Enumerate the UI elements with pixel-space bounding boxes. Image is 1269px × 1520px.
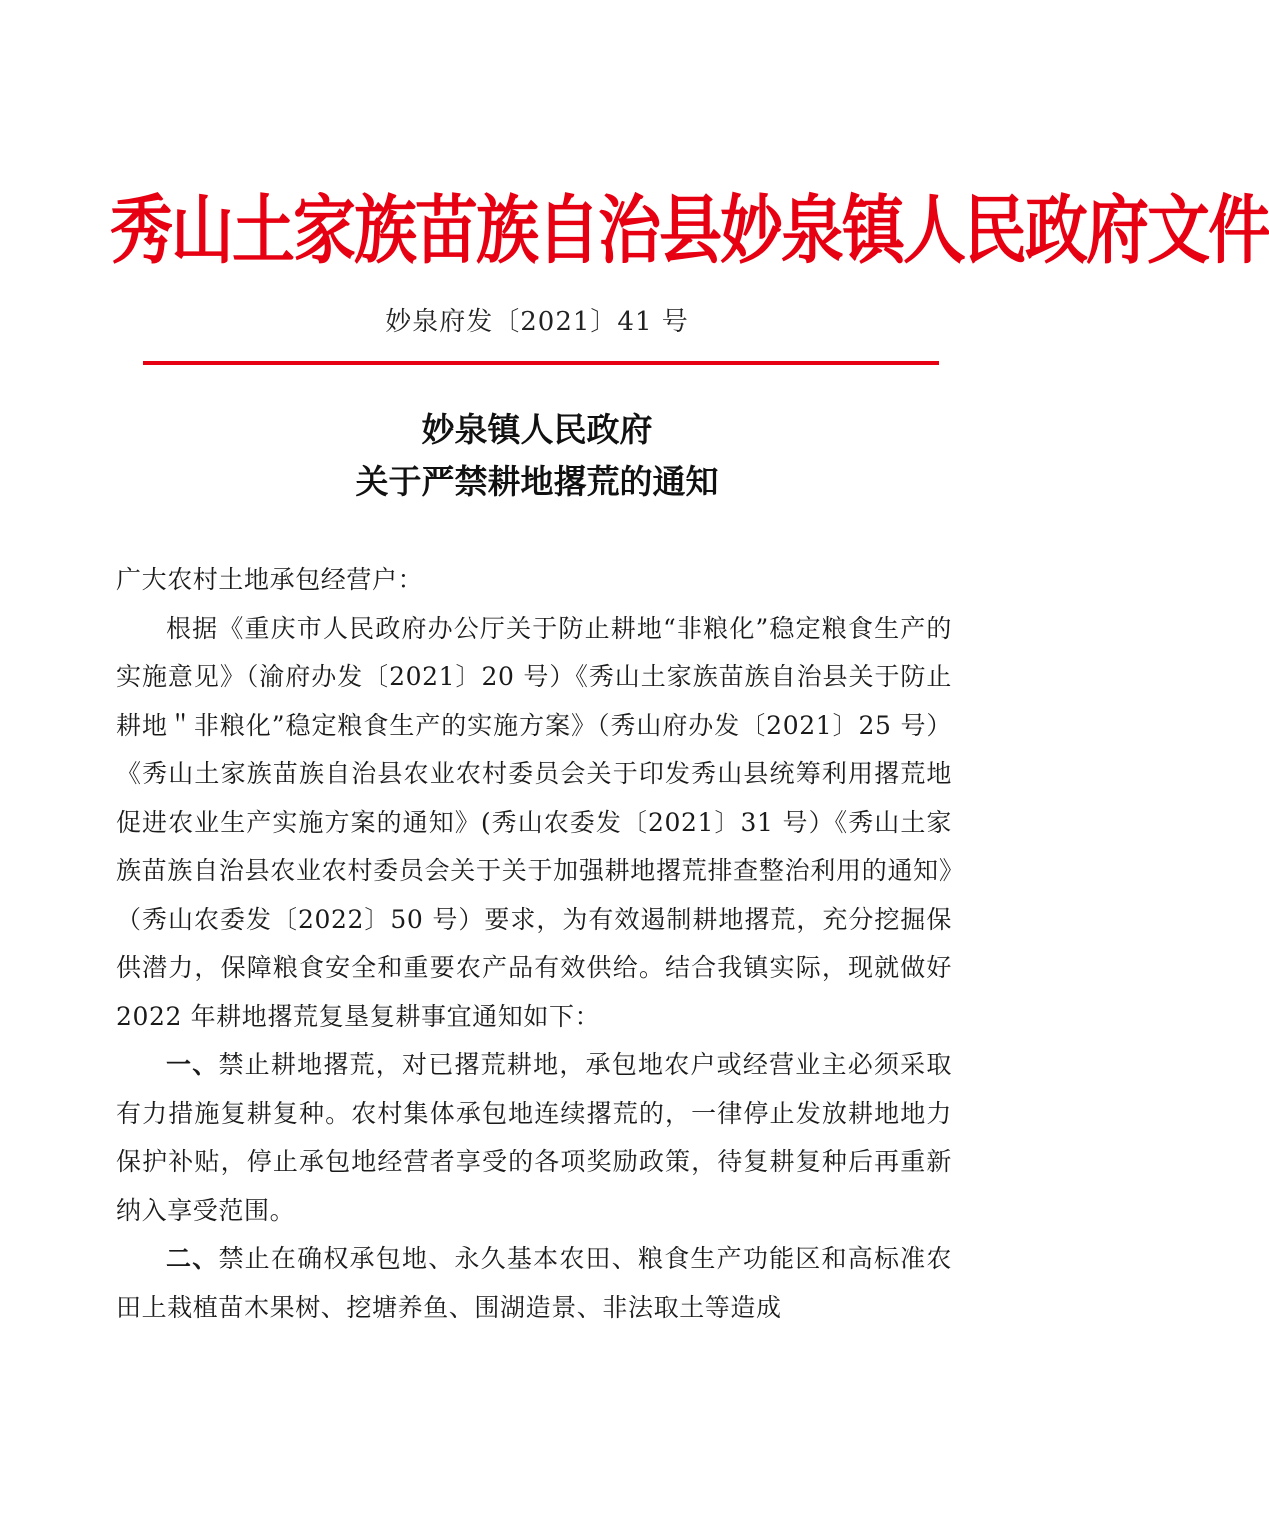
- red-divider: [143, 361, 939, 365]
- salutation: 广大农村土地承包经营户：: [116, 565, 424, 594]
- item-one-number: 一、: [166, 1050, 219, 1079]
- document-number: 妙泉府发〔2021〕41 号: [385, 307, 689, 337]
- item-two-number: 二、: [166, 1244, 219, 1273]
- item-one-text: 禁止耕地撂荒，对已撂荒耕地，承包地农户或经营业主必须采取有力措施复耕复种。农村集体承包地连续撂荒的，一律停止发放耕地地力保护补贴，停止承包地经营者享受的各项奖励政策，待复耕复种后再重新纳入享受范围。: [116, 1050, 952, 1225]
- issuer-title: 秀山土家族苗族自治县妙泉镇人民政府文件: [110, 187, 1269, 274]
- item-two: [116, 1235, 952, 1332]
- paragraph-basis: 根据《重庆市人民政府办公厅关于防止耕地“非粮化”稳定粮食生产的实施意见》（渝府办发〔2021〕20 号）《秀山土家族苗族自治县关于防止耕地＂非粮化”稳定粮食生产的实施方案》（秀山府办发〔2021〕25 号）《秀山土家族苗族自治县农业农村委员会关于印发秀山县统筹利用撂荒地促进农业生产实施方案的通知》(秀山农委发〔2021〕31 号）《秀山土家族苗族自治县农业农村委员会关于关于加强耕地撂荒排查整治利用的通知》（秀山农委发〔2022〕50 号）要求，为有效遏制耕地撂荒，充分挖掘保供潜力，保障粮食安全和重要农产品有效供给。结合我镇实际，现就做好 2022 年耕地撂荒复垦复耕事宜通知如下：: [116, 613, 952, 1031]
- item-one: [116, 1041, 952, 1235]
- notice-body: [116, 556, 952, 1332]
- notice-title: [0, 404, 1074, 508]
- notice-title-line2: 关于严禁耕地撂荒的通知: [355, 462, 719, 501]
- notice-title-line1: 妙泉镇人民政府: [421, 410, 653, 449]
- item-two-text: 禁止在确权承包地、永久基本农田、粮食生产功能区和高标准农田上栽植苗木果树、挖塘养鱼、围湖造景、非法取土等造成: [116, 1244, 952, 1322]
